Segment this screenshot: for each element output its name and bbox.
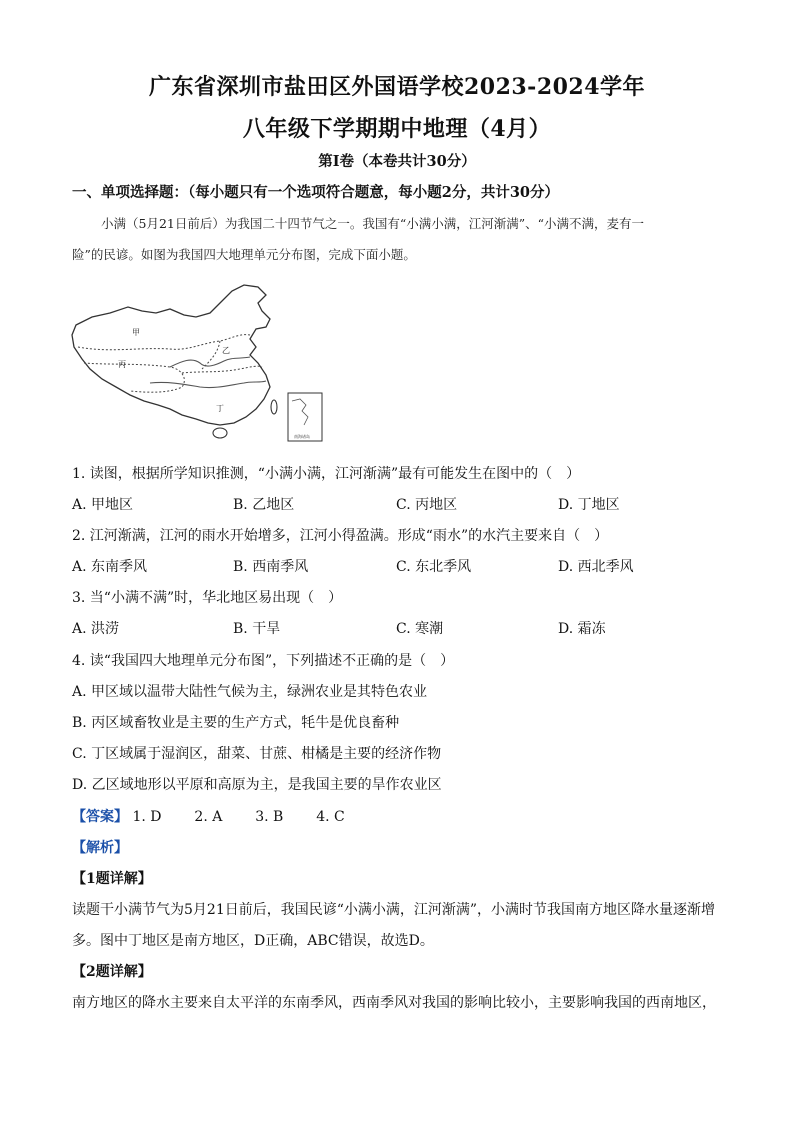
question-1-option-c[interactable]: C. 丙地区 (396, 497, 458, 513)
question-2-stem: 2. 江河渐满，江河的雨水开始增多，江河小得盈满。形成“雨水”的水汽主要来自（ ） (72, 528, 609, 544)
hainan-island (213, 428, 227, 438)
analysis-q1-line-1: 读题干小满节气为5月21日前后，我国民谚“小满小满，江河渐满”，小满时节我国南方地区降水量逐渐增 (72, 902, 716, 918)
region-label-ding: 丁 (216, 404, 224, 413)
analysis-tag: 【解析】 (72, 840, 128, 856)
question-2-option-a[interactable]: A. 东南季风 (72, 559, 148, 575)
region-label-yi: 乙 (222, 346, 230, 355)
answer-row (72, 806, 345, 826)
answer-tag: 【答案】 (72, 809, 128, 825)
analysis-q2-line-1: 南方地区的降水主要来自太平洋的东南季风，西南季风对我国的影响比较小，主要影响我国的西南地区， (72, 995, 716, 1011)
yangtze-river (150, 381, 266, 388)
yellow-river (170, 357, 250, 367)
boundary-qinling (182, 366, 262, 373)
taiwan-island (271, 400, 277, 414)
volume-label: 第Ⅰ卷（本卷共计30分） (318, 153, 476, 170)
region-label-jia: 甲 (132, 328, 140, 337)
question-3-option-a[interactable]: A. 洪涝 (72, 621, 120, 637)
question-2-option-d[interactable]: D. 西北季风 (558, 559, 634, 575)
inset-caption: 南海诸岛 (294, 434, 310, 439)
question-4-option-b[interactable]: B. 丙区域畜牧业是主要的生产方式，牦牛是优良畜种 (72, 715, 400, 731)
page-title: 广东省深圳市盐田区外国语学校2023-2024学年 (148, 74, 646, 100)
question-3-option-b[interactable]: B. 干旱 (233, 621, 281, 637)
china-geographic-units-map (70, 283, 340, 443)
map-svg (70, 283, 340, 443)
question-1-stem: 1. 读图，根据所学知识推测，“小满小满，江河渐满”最有可能发生在图中的（ ） (72, 466, 581, 482)
question-2-option-c[interactable]: C. 东北季风 (396, 559, 472, 575)
page-subtitle: 八年级下学期期中地理（4月） (242, 116, 552, 142)
analysis-q1-line-2: 多。图中丁地区是南方地区，D正确，ABC错误，故选D。 (72, 933, 434, 949)
region-label-bing: 丙 (118, 360, 126, 369)
question-3-stem: 3. 当“小满不满”时，华北地区易出现（ ） (72, 590, 343, 606)
question-4-option-c[interactable]: C. 丁区域属于湿润区，甜菜、甘蔗、柑橘是主要的经济作物 (72, 746, 442, 762)
answer-item-1: 1. D (132, 809, 162, 825)
answer-item-3: 3. B (255, 809, 284, 825)
question-3-option-c[interactable]: C. 寒潮 (396, 621, 444, 637)
question-1-option-a[interactable]: A. 甲地区 (72, 497, 134, 513)
question-1-option-b[interactable]: B. 乙地区 (233, 497, 295, 513)
intro-line-1: 小满（5月21日前后）为我国二十四节气之一。我国有“小满小满，江河渐满”、“小满不满，麦有一 (101, 216, 645, 231)
analysis-q1-tag: 【1题详解】 (72, 871, 152, 887)
question-4-option-d[interactable]: D. 乙区域地形以平原和高原为主，是我国主要的旱作农业区 (72, 777, 442, 793)
intro-line-2: 险”的民谚。如图为我国四大地理单元分布图，完成下面小题。 (72, 247, 416, 262)
question-1-option-d[interactable]: D. 丁地区 (558, 497, 620, 513)
question-4-option-a[interactable]: A. 甲区域以温带大陆性气候为主，绿洲农业是其特色农业 (72, 684, 428, 700)
china-outline (72, 285, 270, 425)
answer-item-4: 4. C (316, 809, 345, 825)
answer-item-2: 2. A (194, 809, 223, 825)
section-heading: 一、单项选择题：（每小题只有一个选项符合题意，每小题2分，共计30分） (72, 184, 560, 201)
question-4-stem: 4. 读“我国四大地理单元分布图”，下列描述不正确的是（ ） (72, 653, 455, 669)
boundary-qinghai-tibet (84, 363, 184, 392)
analysis-q2-tag: 【2题详解】 (72, 964, 152, 980)
question-2-option-b[interactable]: B. 西南季风 (233, 559, 309, 575)
question-3-option-d[interactable]: D. 霜冻 (558, 621, 606, 637)
boundary-east (202, 341, 220, 369)
